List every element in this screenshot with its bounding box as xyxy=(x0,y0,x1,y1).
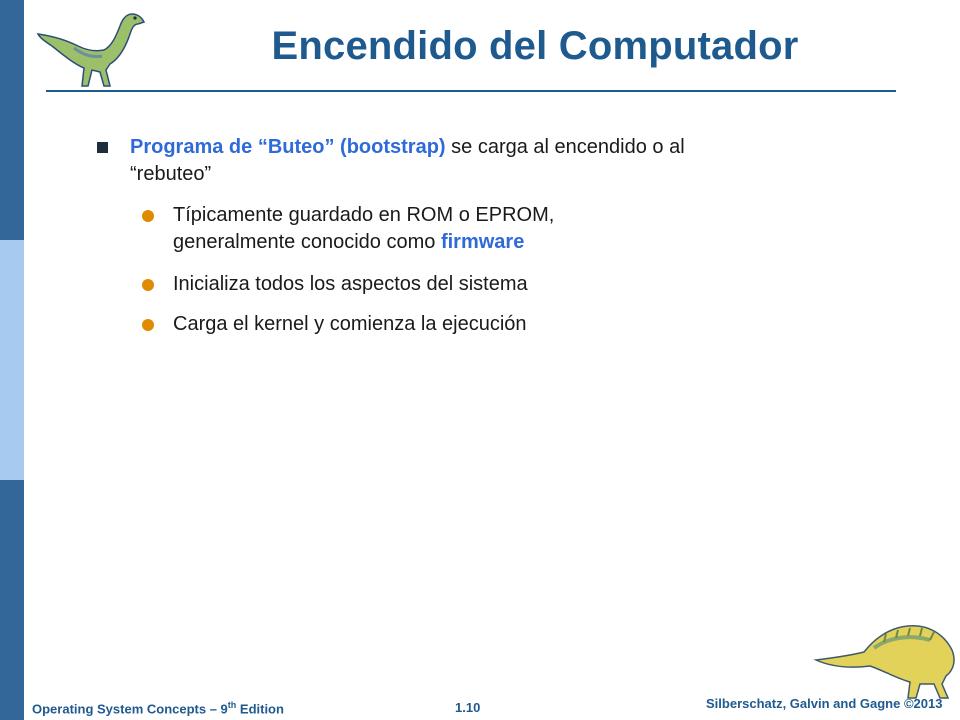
bullet-text: Carga el kernel y comienza la ejecución xyxy=(173,313,527,335)
bullet-highlight: firmware xyxy=(440,231,525,253)
round-bullet-icon xyxy=(142,319,154,331)
sub-bullet-item xyxy=(173,271,673,298)
footer-edition-sup: th xyxy=(227,700,237,710)
dinosaur-logo-icon xyxy=(812,612,958,702)
round-bullet-icon xyxy=(142,279,154,291)
square-bullet-icon xyxy=(97,142,108,153)
bullet-text: se carga al encendido o al “rebuteo” xyxy=(130,136,685,185)
round-bullet-icon xyxy=(142,210,154,222)
bullet-text: Inicializa todos los aspectos del sistema xyxy=(173,273,528,295)
page-number: 1.10 xyxy=(455,700,481,715)
footer-authors: Silberschatz, Galvin and Gagne ©2013 xyxy=(706,696,943,711)
footer-edition-text: Edition xyxy=(236,701,284,717)
sub-bullet-item xyxy=(173,311,673,338)
bullet-text: Típicamente guardado en ROM o EPROM, generalmente conocido como xyxy=(173,204,555,253)
bullet-highlight: Programa de “Buteo” (bootstrap) xyxy=(130,136,446,158)
bullet-item xyxy=(130,134,690,188)
footer-book-text: Operating System Concepts – 9 xyxy=(32,701,228,717)
slide-title: Encendido del Computador xyxy=(271,24,799,68)
footer-book-title xyxy=(32,700,284,716)
sub-bullet-item xyxy=(173,202,673,256)
